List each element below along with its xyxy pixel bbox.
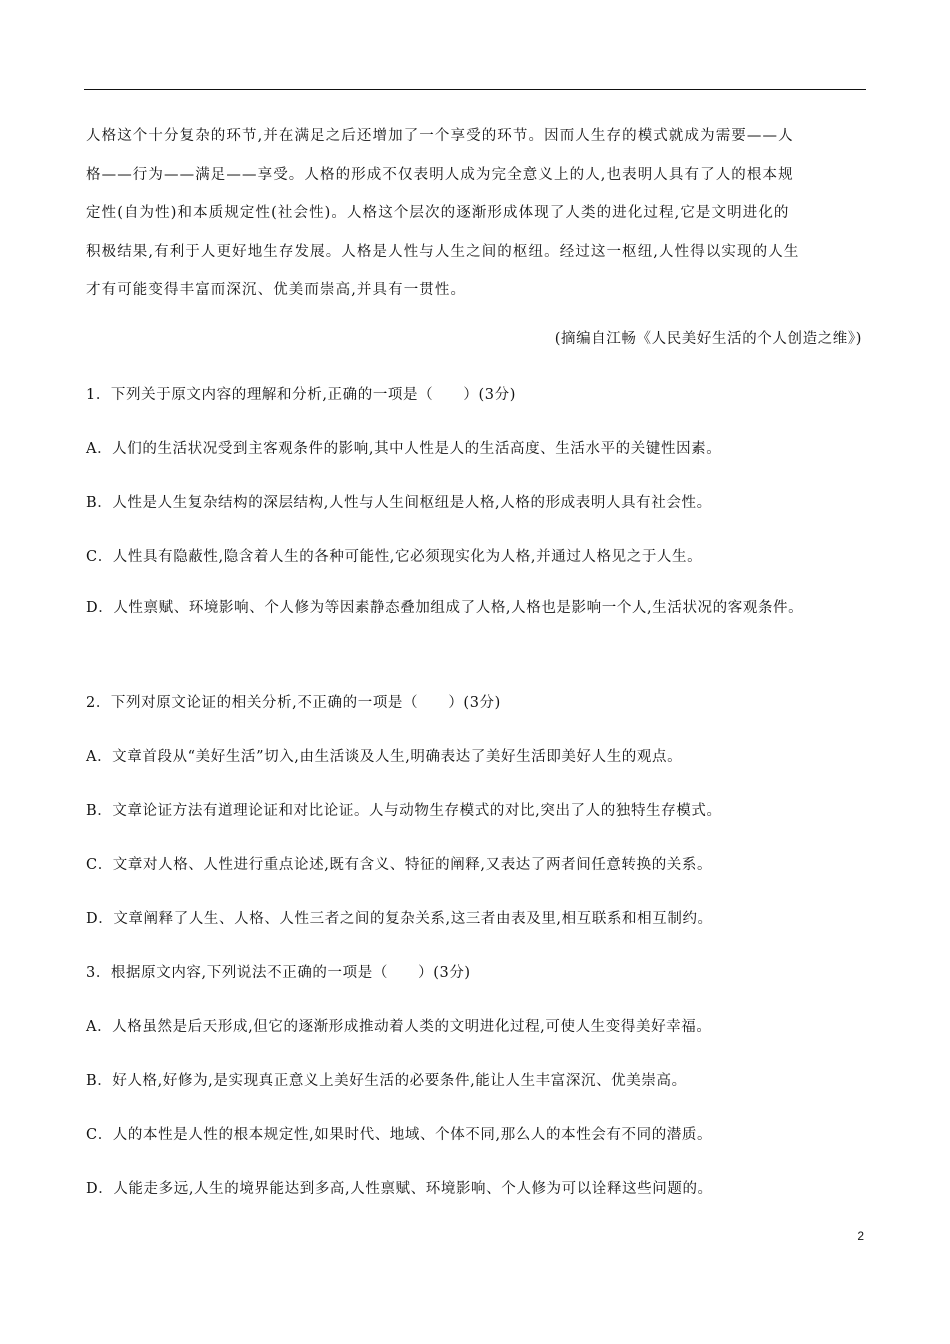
question-2-stem: 2．下列对原文论证的相关分析,不正确的一项是（ ）(3分): [86, 695, 501, 711]
passage-text: [86, 117, 868, 310]
page-number: 2: [857, 1229, 864, 1243]
question-3-stem: 3．根据原文内容,下列说法不正确的一项是（ ）(3分): [86, 965, 471, 981]
question-1-option-c: C．人性具有隐蔽性,隐含着人生的各种可能性,它必须现实化为人格,并通过人格见之于人生。: [86, 549, 703, 565]
question-3-option-d: D．人能走多远,人生的境界能达到多高,人性禀赋、环境影响、个人修为可以诠释这些问题的。: [86, 1181, 713, 1197]
question-2-option-c: C．文章对人格、人性进行重点论述,既有含义、特征的阐释,又表达了两者间任意转换的关系。: [86, 857, 713, 873]
question-3-option-a: A．人格虽然是后天形成,但它的逐渐形成推动着人类的文明进化过程,可使人生变得美好幸福。: [86, 1019, 712, 1035]
question-1-option-d: D．人性禀赋、环境影响、个人修为等因素静态叠加组成了人格,人格也是影响一个人,生活状况的客观条件。: [86, 600, 804, 616]
question-3-option-c: C．人的本性是人性的根本规定性,如果时代、地域、个体不同,那么人的本性会有不同的潜质。: [86, 1127, 713, 1143]
passage-line: 才有可能变得丰富而深沉、优美而崇高,并具有一贯性。: [86, 282, 467, 298]
passage-line: 定性(自为性)和本质规定性(社会性)。人格这个层次的逐渐形成体现了人类的进化过程,它是文明进化的: [86, 205, 790, 221]
passage-line: 格——行为——满足——享受。人格的形成不仅表明人成为完全意义上的人,也表明人具有了人的根本规: [86, 166, 794, 183]
question-1-stem: 1．下列关于原文内容的理解和分析,正确的一项是（ ）(3分): [86, 387, 516, 403]
question-1-option-b: B．人性是人生复杂结构的深层结构,人性与人生间枢纽是人格,人格的形成表明人具有社会性。: [86, 495, 712, 511]
source-citation: (摘编自江畅《人民美好生活的个人创造之维》): [554, 331, 862, 347]
question-2-option-b: B．文章论证方法有道理论证和对比论证。人与动物生存模式的对比,突出了人的独特生存模式。: [86, 803, 722, 819]
passage-line: 积极结果,有利于人更好地生存发展。人格是人性与人生之间的枢纽。经过这一枢纽,人性得以实现的人生: [86, 243, 800, 260]
header-rule: [84, 89, 866, 90]
question-2-option-d: D．文章阐释了人生、人格、人性三者之间的复杂关系,这三者由表及里,相互联系和相互制约。: [86, 911, 713, 927]
question-3-option-b: B．好人格,好修为,是实现真正意义上美好生活的必要条件,能让人生丰富深沉、优美崇高。: [86, 1073, 687, 1089]
passage-line: 人格这个十分复杂的环节,并在满足之后还增加了一个享受的环节。因而人生存的模式就成为需要——人: [86, 128, 794, 144]
question-2-option-a: A．文章首段从“美好生活”切入,由生活谈及人生,明确表达了美好生活即美好人生的观点。: [86, 749, 683, 765]
question-1-option-a: A．人们的生活状况受到主客观条件的影响,其中人性是人的生活高度、生活水平的关键性因素。: [86, 441, 722, 457]
